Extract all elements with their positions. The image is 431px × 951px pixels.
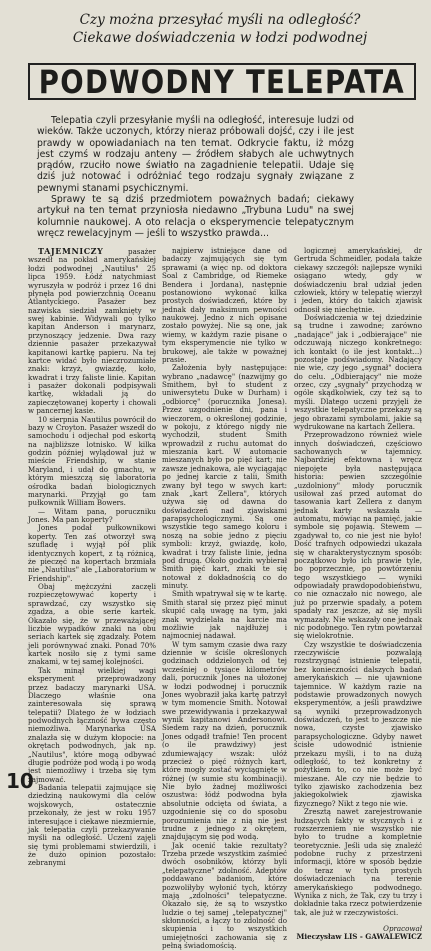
col3-paragraph-1: logicznej amerykańskiej, dr Gertruda Schmeidler, podała także ciekawy szczegół: najlepsze wyniki osiągano wtedy, gdy w doświadczeniu brał udział jeden człowiek, który w telepatię wierzył i jeden, który do takich zjawisk odnosił się niechętnie. (294, 246, 422, 314)
col3-paragraph-4: Czy wszystkie te doświadczenia rzeczywiście pozwalają rozstrzygnąć istnienie telepatii, bez konieczności dalszych badań amerykańskich — nie ujawnione tajemnice. W każdym razie na podstawie prowadzonych nowych eksperymentów, a jeśli prawdziwe są wyniki przeprowadzonych doświadczeń, to jest to jeszcze nie nowa, czyste zjawisko parapsychologiczne. Gdyby nawet ścisłe udowodnić istnienie przekazu myśli, i to na dużą odległość, to też konkretny z pożytkiem to, co nie może być mieszane. Ale czy nie będzie to tylko zjawisko zachodzenia bez jakiegokolwiek zjawiska fizycznego? Nikt z tego nie wie. (294, 639, 422, 808)
subtitle-line-2: Ciekawe doświadczenia w łodzi podwodnej (72, 30, 368, 46)
subtitle-line-1: Czy można przesyłać myśli na odległość? (79, 12, 361, 28)
col3-paragraph-2: Doświadczenia w tej dziedzinie są trudne i zawodne; zarówno „nadające" jak i „odbierające" nie odczuwają niczego konkretnego: ich kontakt (o ile jest kontakt...) pozostaje podświadomy. Nadający nie wie, czy jego „sygnał" dociera do celu. „Odbierający" nie może orzec, czy „sygnały" przychodzą w ogóle skądkolwiek, czy też są to myśli. Dlatego uczeni przyjęli że wszystkie telepatyczne przekazy są jego obrazami symbolami, jakie są wydrukowane na kartach Zellera. (294, 313, 422, 431)
col2-paragraph-3: Smith wpatrywał się w te kartę. Smith starał się przez pięć minut skupić całą uwagę na tym, jaki znak wydzielała na karcie ma możliwie jak najdłużej i najmocniej nadawał. (162, 589, 287, 641)
col2-paragraph-4: W tym samym czasie dwa razy dziennie w ściśle określonych godzinach oddzielonych od tej wcześniej o tysiące kilometrów dali, porucznik Jones na ułożonej w łodzi podwodnej i porucznik Jones wyobraził jaka kartę patrzył w tym momencie Smith. Notował swe przewidywania i przekazywał wynik kapitanowi Andersonowi. Siedem razy na dzień, porucznik Jones odgadł trafnie! Ten procent (o ile prawdziwy) jest zdumiewający wszak: ułóż przecież o pięć różnych kart, które mogły zostać wyciągnięte w różnej (w sumie stu kombinacji). Nie było żadnej możliwości oszustwa: łódź podwodna była absolutnie odcięta od świata, a uzgodnienie się co do sposobu porozumienia nie z nią nie jest trudne z jednego z okrętem, znajdującym się pod wodą. (162, 639, 287, 842)
article-column-1 (28, 246, 156, 868)
col2-paragraph-2: Założenia były następujące: wybrano „nadawcę" (nazwijmy go Smithem, był to student z uniwersytetu Duke w Durham) i „odbiorcę" (porucznika Jonesa). Przez uzgodnienie dni, pana i wieczorem, o określonej godzinie, w pokoju, z którego nigdy nie wychodził, student Smith wprowadził z ruchu automat do mieszania kart. W automacie mieszanych było po pięć kart; nie zawsze jednakowa, ale wyciągając po jednej karcie z talii, Smith zwany był tego w swych kart: znak „kart Zellera", których używa się od dawna do doświadczeń nad zjawiskami parapsychologicznymi. Są one wszystkie tego samego koloru i noszą na sobie jedno z pięciu symboli: krzyż, gwiazdę, koło, kwadrat i trzy faliste linie, jedna pod drugą. Około godzin wybierał Smith pięć kart, znaki te się notował z dokładnością co do minuty. (162, 363, 287, 590)
col1-p1-text: pasażer wszedł na pokład amerykańskiej łodzi podwodnej „Nautilus" 25 lipca 1959. Łódź natychmiast wyruszyła w podróż i przez 16 dni płynęła pod powierzchnią Oceanu Atlantyckiego. Pasażer bez nazwiska siedział zamknięty w swej kabinie. Widywali go tylko kapitan Anderson i marynarz, przynoszący jedzenie. Dwa razy dziennie pasażer przekazywał kapitanowi kartkę papieru. Na tej kartce widać było nieczrozumiałe znaki: krzyż, gwiazdę, koło, kwadrat i trzy faliste linie. Kapitan i pasażer dokonali podpisywali kartkę, wkładali ją do zapieczętowanej koperty i chowali w pancernej kasie. (28, 247, 156, 416)
col1-paragraph-3: — Witam pana, poruczniku Jones. Ma pan koperty? (28, 506, 156, 524)
col3-paragraph-3: Przeprowadzono również wiele innych doświadczeń, częściowo sachowanych w tajemnicy. Najbardziej efektowna i wręcz niepojęte była następująca historia: pewien szczególnie „uzdolniony" młody porucznik usiłował zaś przed automat do tasowania kart Zellera z danym jednak karty wskazała — automatu, mówiąc na pamięć, jakie symbole się pojawią. Stewem — zgadywał to, co nie jest nie było! Dość trafnych odpowiedzi ukazała się w charakterystycznym sposób: początkowo było ich prawie tyle, bo poprzecznie, po powtórzeniu tego wszystkiego — wyniki odpowiadały prawdopodobieństwu, co nie oznaczało nic nowego, ale już po przerwie spadały, a potem spadały raz jeszcze, aż się myśli wymazały. Nie wskazały one jednak nic podobnego. Ten rytm powtarzał się wielokrotnie. (294, 430, 422, 641)
author-signature (294, 925, 422, 942)
signature-note: Opracował (383, 924, 422, 933)
author-name: Mieczysław LIS - GAWALEWICZ (296, 932, 422, 942)
title-box (28, 63, 416, 100)
col1-paragraph-1 (28, 247, 156, 416)
article-title: PODWODNY TELEPATA (38, 62, 406, 101)
lead-paragraph-1: Telepatia czyli przesyłanie myśli na odległość, interesuje ludzi od wieków. Także uczonych, którzy nieraz próbowali dojść, czy i ile jest prawdy w opowiadaniach na ten temat. Odkrycie faktu, iż mózg jest czymś w rodzaju anteny — źródłem słabych ale uchwytnych prądów, rzuciło nowe światło na zagadnienie telepatii. Udaje się dziś już notować i odróżniać tego rodzaju sygnały związane z pewnymi stanami psychicznymi. (37, 115, 354, 194)
article-column-2 (162, 246, 287, 951)
col2-paragraph-1: najpierw istniejące dane od badaczy zajmujących się tym sprawami (a więc np. od doktora Soal z Cambridge, od Riemeke Bendera i Jordana), następnie postanowiono wykonać kilka prostych doświadczeń, które by jednak dały maksimum pewności naukowej. Jedno z nich opisane zostało powyżej. Nie są one, jak wiemy, w każdym razie pisane o tym eksperymencie nie tylko w brukowej, ale także w poważnej prasie. (162, 246, 287, 364)
col1-paragraph-6: Tak minął wielkiej wagi eksperyment przeprowadzony przez badaczy marynarki USA. Dlaczego właśnie ona zainteresowała się sprawą telepatii? Dlatego że w łodziach podwodnych łączność bywa często niemożliwa. Marynarka USA znalazła się w dużym kłopocie: na okrętach podwodnych, jak np. „Nautilus", które mogą odbywać długie podróże pod wodą i po wodą jest niemożliwy i trzeba się tym zajmować. (28, 665, 156, 784)
page-number: 10 (6, 769, 34, 793)
col1-paragraph-5: Obaj mężczyźni zaczęli rozpieczętowywać koperty i sprawdzać, czy wszystko się zgadza, a obie serie kartek. Okazało się, że w przeważającej liczbie wypadków znaki na obu seriach kartek się zgadzały. Potem jeli porównywać znaki. Ponad 70% kartek nosiło się z tymi same znakami, w tej samej kolejności. (28, 582, 156, 667)
col3-paragraph-5: Zresztą nawet zarejestrowanie łudzących fakty w stycznych i z rozszerzeniem nie wszystko nie było to trudne a kompletnie teoretycznie. Jeśli uda się znaleźć podobne ruchy z przestrzeni informacji, które w sposób będzie do teraz w tych prostych doświadczeniach na terenie amerykańskiego podwodnego. Wynika z nich, że Tak, czy tu trzy i dokładnie taka rzecz potwierdzenie tak, ale już w rzeczywistości. (294, 807, 422, 917)
article-column-3 (294, 246, 422, 942)
lead-paragraphs (37, 115, 354, 239)
col1-paragraph-7: Badania telepatii zajmujące się dziedziną naukowymi dla celów wojskowych, ostatecznie przekonały, że jest w roku 1957 interesujące i ciekawe niezmiernie, jak telepatia czyli przekazywanie myśli na odległość. Uczeni zajęli się tymi problemami stwierdzili, i że dużo opinion pozostało: zebranymi (28, 783, 156, 868)
col2-paragraph-5: Jak ocenić takie rezultaty? Trzeba przede wszystkim zaśmieć dwóch osobników, którzy byli „telepatyczne" zdolność. Adeptów poddawano badaniom, które pozwoliłyby wyłonić tych, którzy mają „zdolności" telepatyczne. Okazało się, że są to wszystko ludzie o tej samej „telepatycznej" skłonności, a łączy to zdolność do skupienia i to wszystkich umiejętności zachowania się z pełną świadomością. (162, 840, 287, 951)
lead-paragraph-2: Sprawy te są dziś przedmiotem poważnych badań; ciekawy artykuł na ten temat przyniosła niedawno „Trybuna Ludu" na swej kolumnie naukowej. A oto relacja o eksperymencie telepatycznym wręcz rewelacyjnym — jeśli to wszystko prawda... (37, 194, 354, 239)
col1-paragraph-2: 10 sierpnia Nautilus powrócił do bazy w Croyton. Pasażer wszedł do samochodu i odjechał pod eskortą na najbliższe lotnisko. W kilka godzin później wylądował już w mieście Friendship, w stanie Maryland, i udał do gmachu, w którym mieszczą się laboratoria ośrodka badań biologicznych marynarki. Przyjął go tam pułkownik William Bowers. (28, 414, 156, 508)
col1-paragraph-4: Jones podał pułkownikowi koperty. Ten zaś otworzył swą szufladę i wyjął pół plik identycznych kopert, z tą różnicą, że pieczęć na kopertach brzmiała nie „Nautilus" ale „Laboratorium w Friendship". (28, 523, 156, 583)
dropcap-word: TAJEMNICZY (38, 246, 104, 256)
